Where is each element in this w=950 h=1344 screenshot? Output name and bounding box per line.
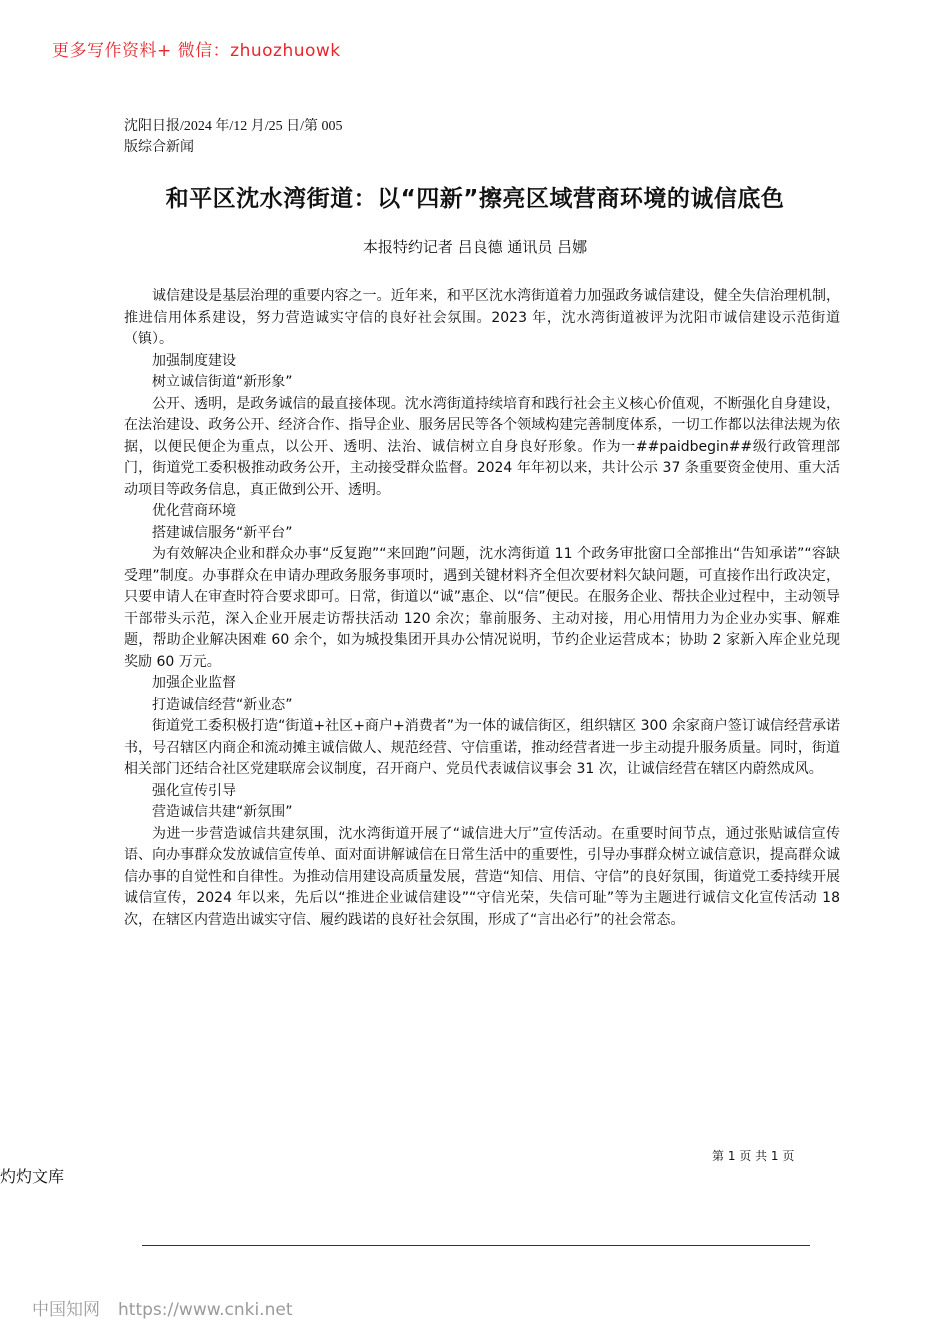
section-paragraph: 公开、透明，是政务诚信的最直接体现。沈水湾街道持续培育和践行社会主义核心价值观，不断强化自身建设，在法治建设、政务公开、经济合作、指导企业、服务居民等各个领域构建完善制度体系，一切工作都以法律法规为依据，以便民便企为重点，以公开、透明、法治、诚信树立自身良好形象。作为一##paidbegin##级行政管理部门，街道党工委积极推动政务公开，主动接受群众监督。2024 年年初以来，共计公示 37 条重要资金使用、重大活动项目等政务信息，真正做到公开、透明。	[124, 395, 840, 498]
section-subheading: 树立诚信街道“新形象”	[152, 374, 293, 390]
section-paragraph: 街道党工委积极打造“街道+社区+商户+消费者”为一体的诚信街区，组织辖区 300 余家商户签订诚信经营承诺书，号召辖区内商企和流动摊主诚信做人、规范经营、守信重诺，推动经营者进一步主动提升服务质量。同时，街道相关部门还结合社区党建联席会议制度，召开商户、党员代表诚信议事会 31 次，让诚信经营在辖区内蔚然成风。	[124, 718, 840, 777]
section-subheading: 营造诚信共建“新氛围”	[152, 804, 293, 820]
footer-watermark	[32, 1295, 292, 1320]
section-paragraph: 为进一步营造诚信共建氛围，沈水湾街道开展了“诚信进大厅”宣传活动。在重要时间节点，通过张贴诚信宣传语、向办事群众发放诚信宣传单、面对面讲解诚信在日常生活中的重要性，引导办事群众树立诚信意识，提高群众诚信办事的自觉性和自律性。为推动信用建设高质量发展，营造“知信、用信、守信”的良好氛围，街道党工委持续开展诚信宣传，2024 年以来，先后以“推进企业诚信建设”“守信光荣，失信可耻”等为主题进行诚信文化宣传活动 18 次，在辖区内营造出诚实守信、履约践诺的良好社会氛围，形成了“言出必行”的社会常态。	[124, 825, 840, 928]
section-heading: 加强企业监督	[152, 675, 236, 691]
article-byline: 本报特约记者 吕良德 通讯员 吕娜	[362, 238, 588, 256]
promo-contact-text: 更多写作资料+ 微信：zhuozhuowk	[52, 41, 341, 61]
section-heading: 强化宣传引导	[152, 782, 236, 799]
page-number: 第 1 页 共 1 页	[712, 1149, 795, 1163]
source-line-1: 沈阳日报/2024 年/12 月/25 日/第 005	[124, 119, 343, 134]
footer-url: https://www.cnki.net	[118, 1300, 293, 1320]
section-heading: 加强制度建设	[152, 352, 236, 369]
section-paragraph: 为有效解决企业和群众办事“反复跑”“来回跑”问题，沈水湾街道 11 个政务审批窗口全部推出“告知承诺”“容缺受理”制度。办事群众在申请办理政务服务事项时，遇到关键材料齐全但次要材料欠缺问题，可直接作出行政决定，只要申请人在审查时符合要求即可。日常，街道以“诚”惠企、以“信”便民。在服务企业、帮扶企业过程中，主动领导干部带头示范，深入企业开展走访帮扶活动 120 余次；靠前服务、主动对接，用心用情用力为企业办实事、解难题，帮助企业解决困难 60 余个，如为城投集团开具办公情况说明，节约企业运营成本；协助 2 家新入库企业兑现奖励 60 万元。	[124, 546, 840, 670]
footer-divider	[142, 1245, 810, 1246]
article-title: 和平区沈水湾街道：以“四新”擦亮区域营商环境的诚信底色	[165, 186, 785, 212]
library-name: 灼灼文库	[0, 1167, 65, 1186]
section-subheading: 搭建诚信服务“新平台”	[152, 524, 293, 541]
intro-paragraph: 诚信建设是基层治理的重要内容之一。近年来，和平区沈水湾街道着力加强政务诚信建设，健全失信治理机制，推进信用体系建设，努力营造诚实守信的良好社会氛围。2023 年，沈水湾街道被评为沈阳市诚信建设示范街道（镇）。	[124, 288, 840, 347]
article-body	[124, 286, 840, 931]
section-heading: 优化营商环境	[152, 503, 236, 519]
source-line-2: 版综合新闻	[124, 139, 194, 155]
section-subheading: 打造诚信经营“新业态”	[152, 696, 293, 713]
source-line	[124, 116, 424, 158]
footer-site-name: 中国知网	[32, 1300, 100, 1320]
